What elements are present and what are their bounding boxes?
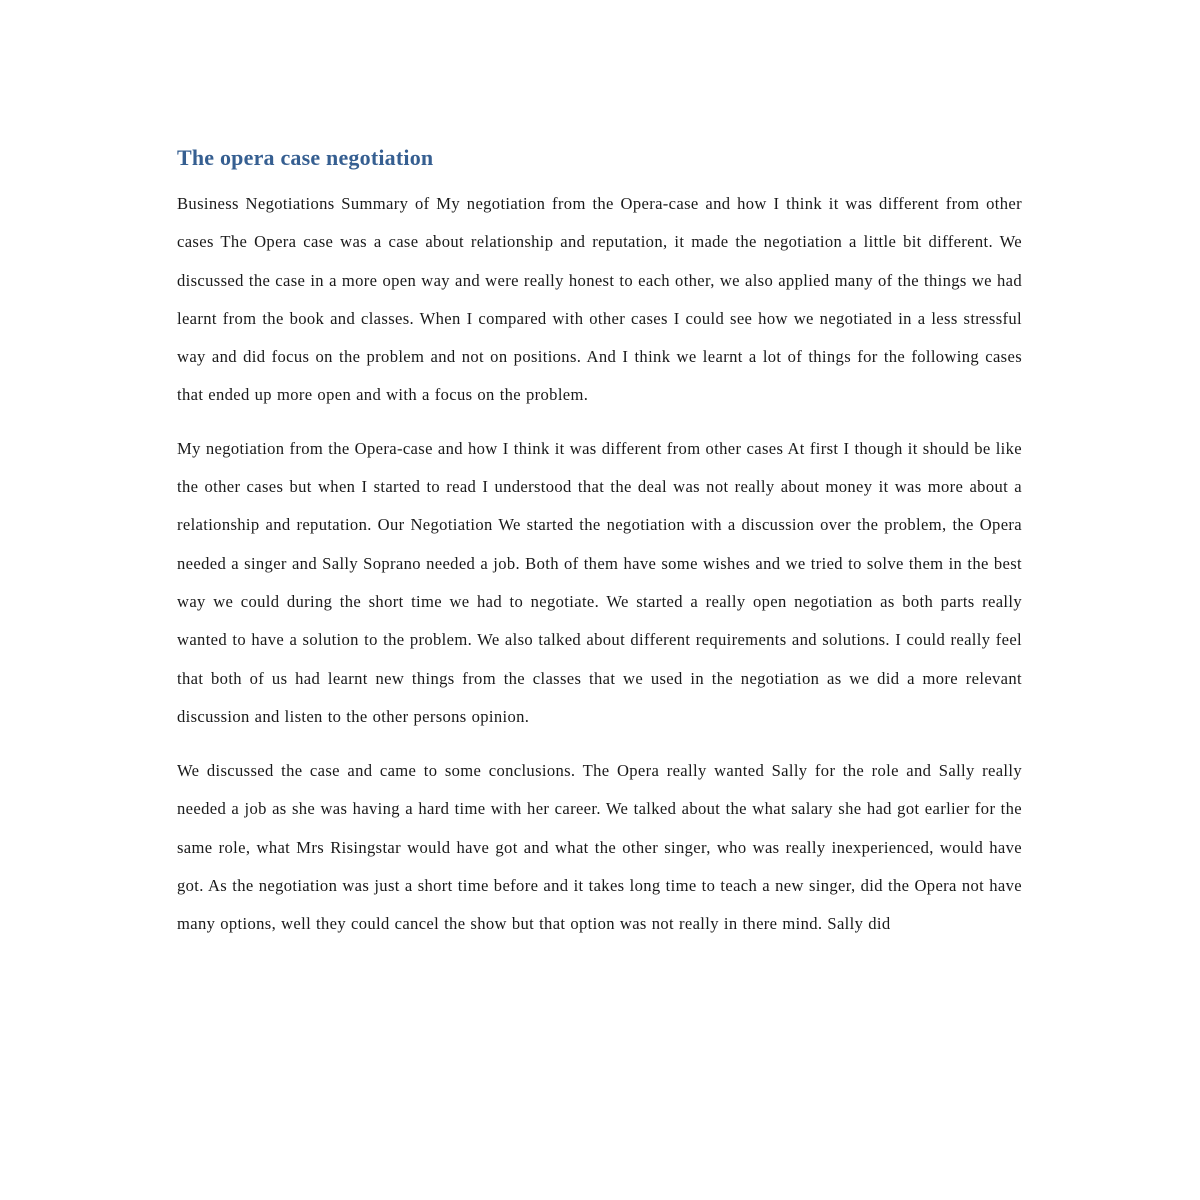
paragraph-summary: Business Negotiations Summary of My negotiation from the Opera-case and how I think it was different from other cases The Opera case was a case about relationship and reputation, it made the negotiation a little bit different. We discussed the case in a more open way and were really honest to each other, we also applied many of the things we had learnt from the book and classes. When I compared with other cases I could see how we negotiated in a less stressful way and did focus on the problem and not on positions. And I think we learnt a lot of things for the following cases that ended up more open and with a focus on the problem. [177, 194, 1022, 405]
paragraph-negotiation: My negotiation from the Opera-case and how I think it was different from other cases At first I though it should be like the other cases but when I started to read I understood that the deal was not really about money it was more about a relationship and reputation. Our Negotiation We started the negotiation with a discussion over the problem, the Opera needed a singer and Sally Soprano needed a job. Both of them have some wishes and we tried to solve them in the best way we could during the short time we had to negotiate. We started a really open negotiation as both parts really wanted to have a solution to the problem. We also talked about different requirements and solutions. I could really feel that both of us had learnt new things from the classes that we used in the negotiation as we did a more relevant discussion and listen to the other persons opinion. [177, 438, 1022, 726]
paragraph-conclusions: We discussed the case and came to some conclusions. The Opera really wanted Sally for the role and Sally really needed a job as she was having a hard time with her career. We talked about the what salary she had got earlier for the same role, what Mrs Risingstar would have got and what the other singer, who was really inexperienced, would have got. As the negotiation was just a short time before and it takes long time to teach a new singer, did the Opera not have many options, well they could cancel the show but that option was not really in there mind. Sally did [177, 761, 1022, 934]
page-title: The opera case negotiation [177, 145, 434, 170]
document-page [177, 143, 1022, 944]
